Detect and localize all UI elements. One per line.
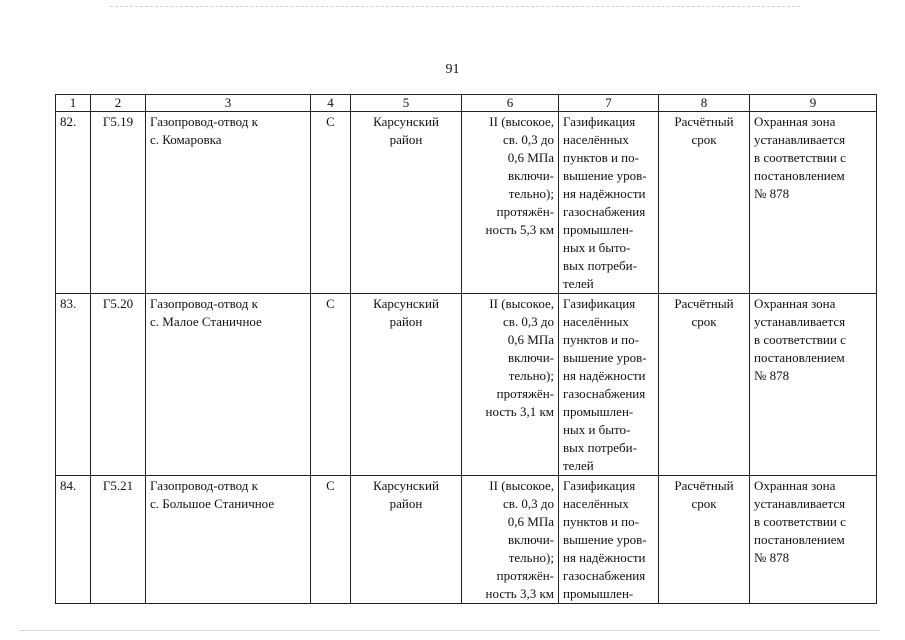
purpose-cell: Газификация населённых пунктов и по- вышение уров- ня надёжности газоснабжения промышлен- ных и быто- вых потреби- телей — [559, 112, 659, 294]
page-number: 91 — [445, 62, 460, 77]
term-cell: Расчётный срок — [659, 476, 750, 604]
row-number: 82. — [56, 112, 91, 294]
column-header: 7 — [559, 95, 659, 112]
table-row — [56, 476, 877, 604]
object-name: Газопровод-отвод к с. Большое Станичное — [146, 476, 311, 604]
scan-artifact-bottom — [20, 630, 880, 632]
header-row — [56, 95, 877, 112]
column-header: 1 — [56, 95, 91, 112]
status-cell: С — [311, 294, 351, 476]
location-cell: Карсунский район — [351, 294, 462, 476]
characteristics-cell: II (высокое, св. 0,3 до 0,6 МПа включи- тельно); протяжён- ность 3,1 км — [462, 294, 559, 476]
characteristics-cell: II (высокое, св. 0,3 до 0,6 МПа включи- тельно); протяжён- ность 5,3 км — [462, 112, 559, 294]
zone-cell: Охранная зона устанавливается в соответствии с постановлением № 878 — [750, 294, 877, 476]
zone-cell: Охранная зона устанавливается в соответствии с постановлением № 878 — [750, 112, 877, 294]
objects-table — [55, 94, 877, 604]
zone-cell: Охранная зона устанавливается в соответствии с постановлением № 878 — [750, 476, 877, 604]
column-header: 6 — [462, 95, 559, 112]
object-name: Газопровод-отвод к с. Комаровка — [146, 112, 311, 294]
characteristics-cell: II (высокое, св. 0,3 до 0,6 МПа включи- тельно); протяжён- ность 3,3 км — [462, 476, 559, 604]
scan-artifact-top — [110, 6, 800, 8]
object-name: Газопровод-отвод к с. Малое Станичное — [146, 294, 311, 476]
object-code: Г5.20 — [91, 294, 146, 476]
location-cell: Карсунский район — [351, 112, 462, 294]
object-code: Г5.19 — [91, 112, 146, 294]
column-header: 8 — [659, 95, 750, 112]
term-cell: Расчётный срок — [659, 112, 750, 294]
status-cell: С — [311, 476, 351, 604]
purpose-cell: Газификация населённых пунктов и по- вышение уров- ня надёжности газоснабжения промышлен- ных и быто- вых потреби- телей — [559, 294, 659, 476]
table-row — [56, 294, 877, 476]
location-cell: Карсунский район — [351, 476, 462, 604]
object-code: Г5.21 — [91, 476, 146, 604]
row-number: 84. — [56, 476, 91, 604]
column-header: 4 — [311, 95, 351, 112]
table-row — [56, 112, 877, 294]
column-header: 5 — [351, 95, 462, 112]
column-header: 2 — [91, 95, 146, 112]
row-number: 83. — [56, 294, 91, 476]
column-header: 3 — [146, 95, 311, 112]
status-cell: С — [311, 112, 351, 294]
purpose-cell: Газификация населённых пунктов и по- вышение уров- ня надёжности газоснабжения промышлен- — [559, 476, 659, 604]
term-cell: Расчётный срок — [659, 294, 750, 476]
column-header: 9 — [750, 95, 877, 112]
